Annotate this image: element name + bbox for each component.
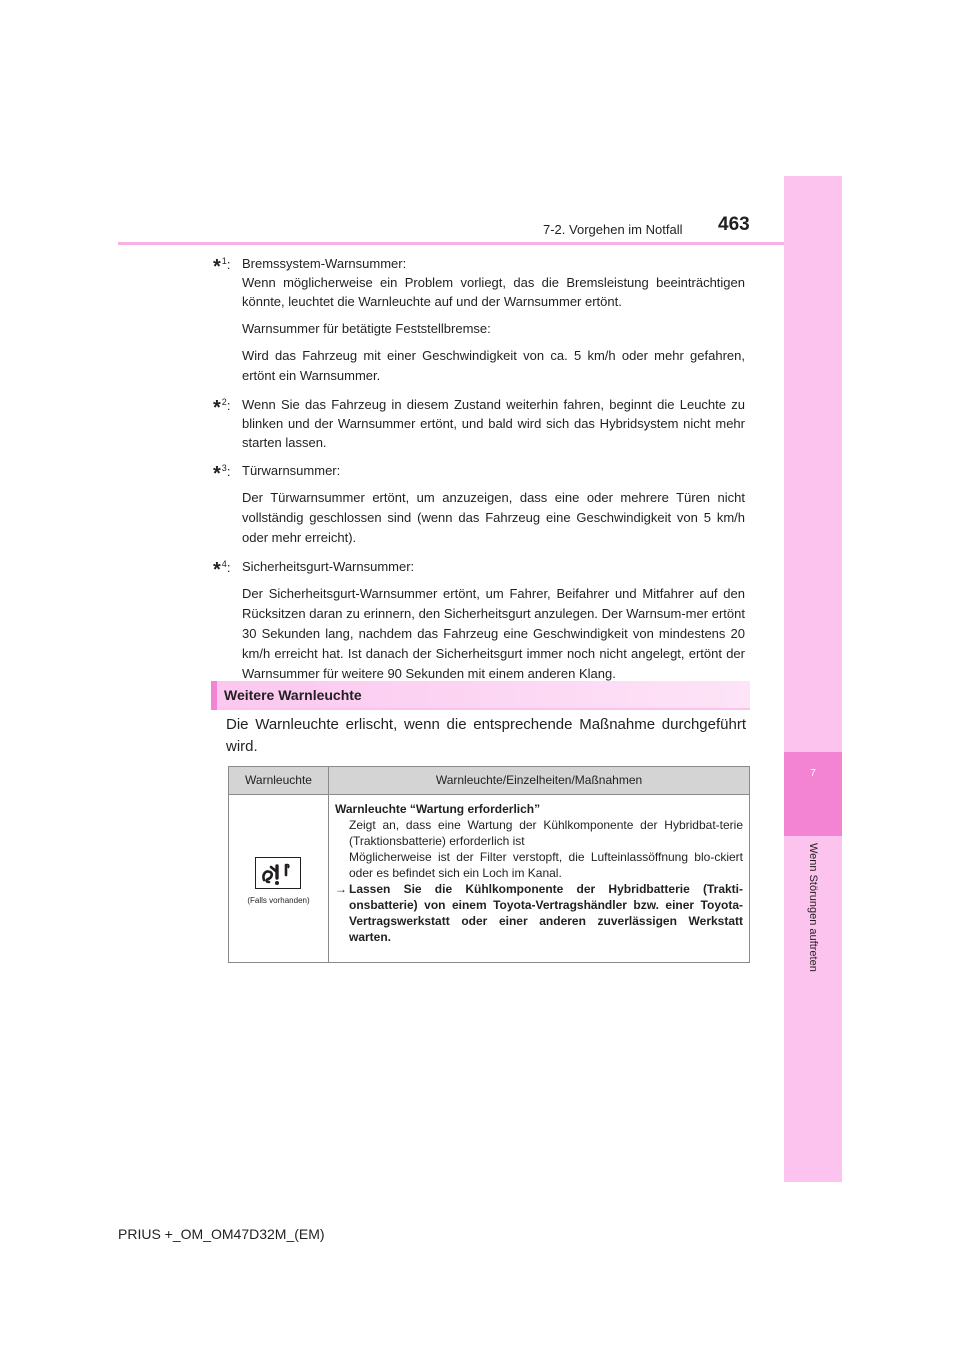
warning-light-name: Warnleuchte “Wartung erforderlich” [335, 802, 541, 816]
section-title: Weitere Warnleuchte [224, 687, 362, 703]
chapter-tab[interactable] [784, 752, 842, 836]
footnote-text: Der Sicherheitsgurt-Warnsummer ertönt, um Fahrer, Beifahrer und Mitfahrer auf den Rücksitzen daran zu erinnern, den Sicherheitsgurt anzulegen. Der Warnsum-mer ertönt 30 Sekunden lang, nachdem das Fahrzeug eine Geschwindigkeit von mindestens 20 km/h erreicht hat. Ist danach der Sicherheitsgurt immer noch nicht angelegt, ertönt der Warnsummer für weitere 90 Sekunden mit einem anderen Klang. [242, 586, 745, 681]
maintenance-required-warning-icon [255, 857, 301, 889]
footnote-text: Türwarnsummer: [242, 463, 341, 478]
chapter-title-text: Wenn Störungen auftreten [807, 843, 819, 972]
chapter-title [796, 843, 830, 1143]
chapter-number: 7 [810, 768, 816, 779]
footnote-1 [213, 254, 745, 386]
footnote-marker: *$^3$: [213, 463, 231, 485]
page-number: 463 [718, 214, 750, 235]
table-cell-icon [229, 795, 329, 962]
icon-caption: (Falls vorhanden) [247, 896, 310, 905]
warning-action-text: Lassen Sie die Kühlkomponente der Hybridbatterie (Trakti-onsbatterie) von einem Toyota-Vertragshändler bzw. einer Toyota-Vertragswerkstatt oder einer anderen zuverlässigen Werkstatt warten. [349, 882, 743, 944]
section-title-bar [211, 681, 750, 710]
footnote-text: Bremssystem-Warnsummer: Wenn möglicherweise ein Problem vorliegt, das die Bremsleistung beeinträchtigen könnte, leuchtet die Warnleuchte auf und der Warnsummer ertönt. [242, 256, 745, 309]
warning-action [335, 881, 743, 945]
footnote-marker: *$^2$: [213, 397, 231, 419]
section-intro: Die Warnleuchte erlischt, wenn die entsprechende Maßnahme durchgeführt wird. [226, 716, 746, 755]
footnote-4 [213, 557, 745, 684]
footnote-text: Warnsummer für betätigte Feststellbremse: [242, 321, 491, 336]
footnote-text: Wenn Sie das Fahrzeug in diesem Zustand weiterhin fahren, beginnt die Leuchte zu blinken und der Warnsummer ertönt, und bald wird sich das Hybridsystem nicht mehr starten lassen. [242, 397, 745, 450]
arrow-right-icon: → [335, 882, 347, 896]
footnote-3 [213, 461, 745, 548]
table-cell-details [329, 795, 749, 962]
warning-detail: Möglicherweise ist der Filter verstopft, die Lufteinlassöffnung blo-ckiert oder es befindet sich ein Loch im Kanal. [349, 850, 743, 880]
footnote-marker: *$^1$: [213, 256, 231, 278]
footnotes [213, 254, 745, 693]
warning-detail: Zeigt an, dass eine Wartung der Kühlkomponente der Hybridbat-terie (Traktionsbatterie) erforderlich ist [349, 818, 743, 848]
section-heading: 7-2. Vorgehen im Notfall [543, 222, 683, 237]
footnote-text: Der Türwarnsummer ertönt, um anzuzeigen, dass eine oder mehrere Türen nicht vollständig geschlossen sind (wenn das Fahrzeug eine Geschwindigkeit von 5 km/h oder mehr erreicht). [242, 490, 745, 545]
table-header-cell: Warnleuchte/Einzelheiten/Maßnahmen [435, 773, 643, 787]
footnote-2 [213, 395, 745, 452]
document-code: PRIUS +_OM_OM47D32M_(EM) [118, 1226, 325, 1242]
warning-light-table [228, 766, 750, 963]
table-header-cell: Warnleuchte [229, 767, 329, 794]
footnote-marker: *$^4$: [213, 559, 231, 581]
footnote-text: Wird das Fahrzeug mit einer Geschwindigkeit von ca. 5 km/h oder mehr gefahren, ertönt ein Warnsummer. [242, 348, 745, 383]
section-title-accent [211, 681, 217, 710]
table-header [229, 767, 749, 795]
header-rule [118, 242, 784, 245]
table-row [229, 795, 749, 962]
footnote-text: Sicherheitsgurt-Warnsummer: [242, 559, 415, 574]
